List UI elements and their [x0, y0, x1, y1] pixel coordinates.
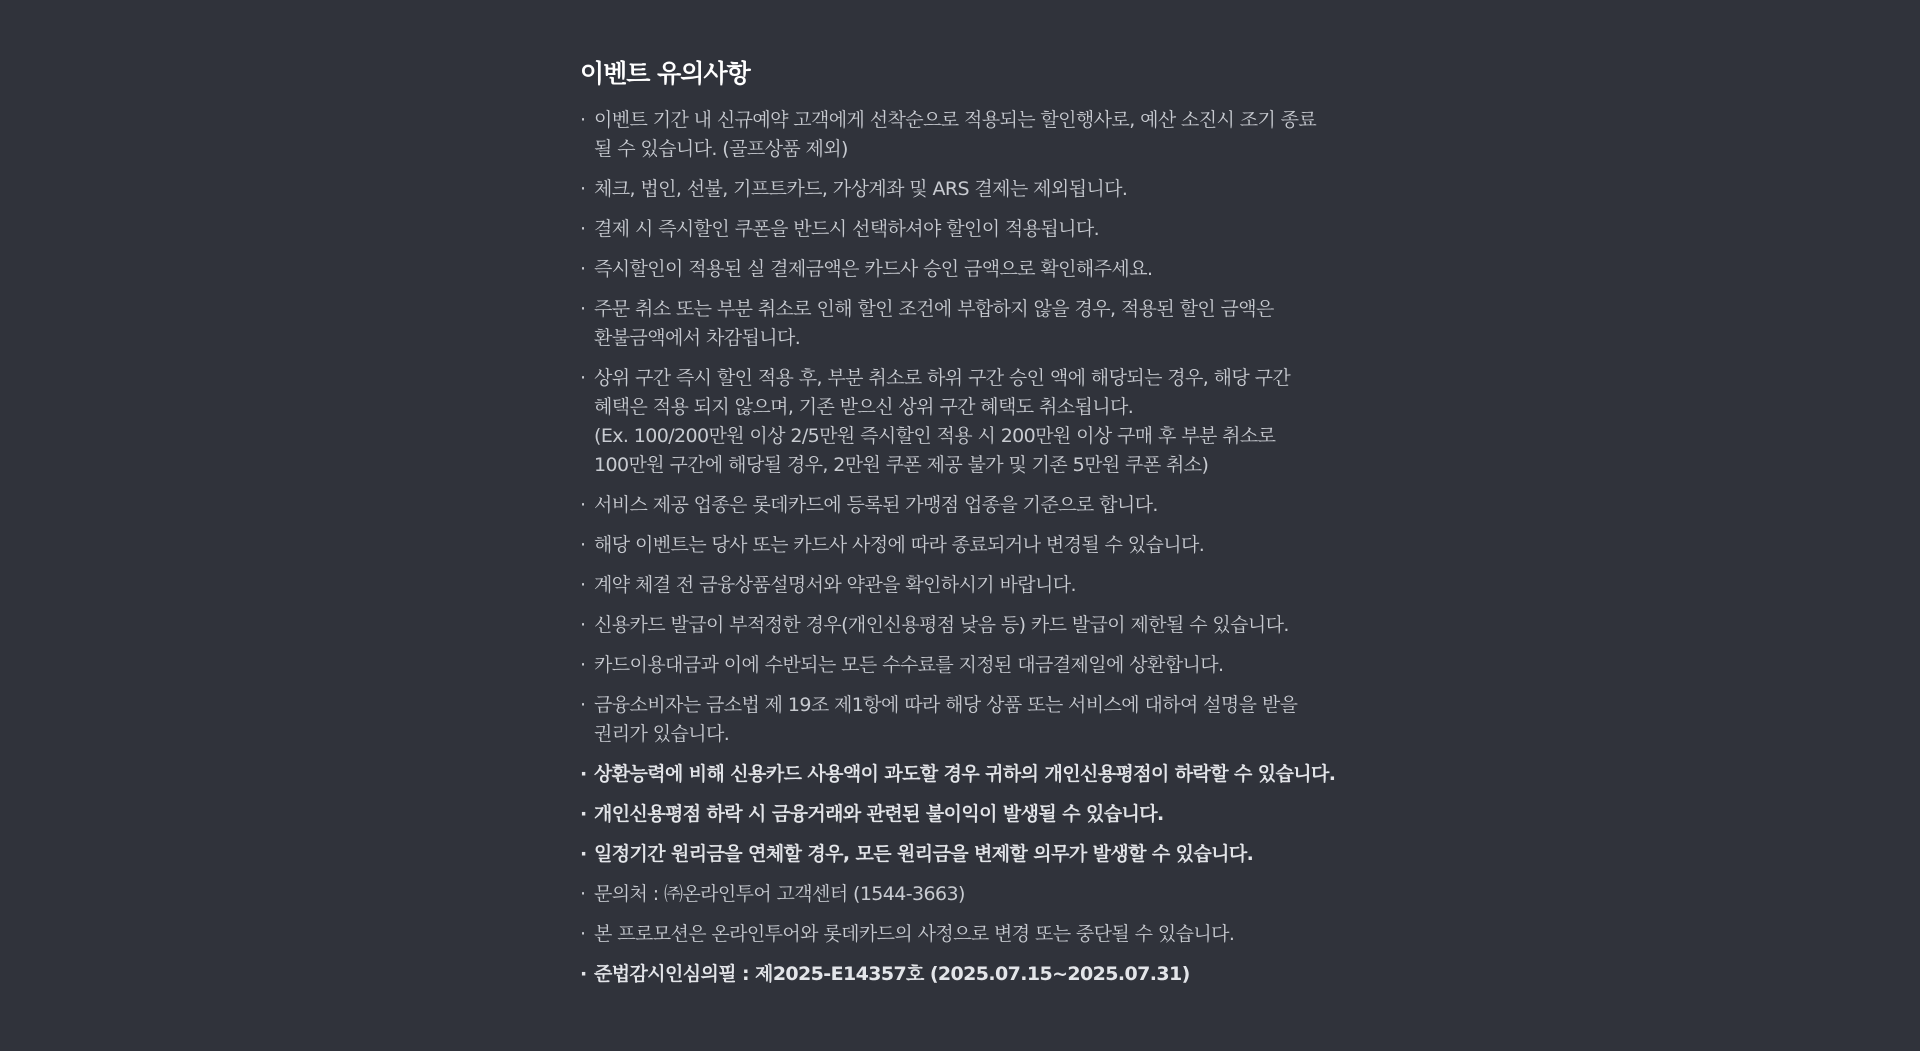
- notice-item-text-line: 카드이용대금과 이에 수반되는 모든 수수료를 지정된 대금결제일에 상환합니다.: [594, 654, 1224, 676]
- bullet-dot: ·: [580, 109, 586, 131]
- notice-item: [580, 611, 1340, 640]
- event-notice-section: [580, 56, 1340, 1000]
- notice-item: [580, 175, 1340, 204]
- notice-item: [580, 215, 1340, 244]
- notice-item-text-line: 본 프로모션은 온라인투어와 롯데카드의 사정으로 변경 또는 중단될 수 있습니다.: [594, 923, 1235, 945]
- notice-item-text-line: 서비스 제공 업종은 롯데카드에 등록된 가맹점 업종을 기준으로 합니다.: [594, 494, 1158, 516]
- bullet-dot: ·: [580, 614, 586, 636]
- notice-item: [580, 651, 1340, 680]
- notice-item: [580, 491, 1340, 520]
- notice-item: [580, 364, 1340, 480]
- notice-item-text-line: 즉시할인이 적용된 실 결제금액은 카드사 승인 금액으로 확인해주세요.: [594, 258, 1153, 280]
- notice-item: [580, 840, 1340, 869]
- notice-item-text-line: 개인신용평점 하락 시 금융거래와 관련된 불이익이 발생될 수 있습니다.: [594, 803, 1164, 825]
- bullet-dot: ·: [580, 178, 586, 200]
- notice-list: [580, 106, 1340, 989]
- bullet-dot: ·: [580, 534, 586, 556]
- notice-item: [580, 295, 1340, 353]
- bullet-dot: ·: [580, 763, 587, 785]
- notice-item-text-line: 혜택은 적용 되지 않으며, 기존 받으신 상위 구간 혜택도 취소됩니다.: [594, 396, 1134, 418]
- notice-item: [580, 960, 1340, 989]
- notice-item: [580, 880, 1340, 909]
- notice-item-text-line: 권리가 있습니다.: [594, 723, 730, 745]
- notice-item-text-line: 이벤트 기간 내 신규예약 고객에게 선착순으로 적용되는 할인행사로, 예산 소진시 조기 종료: [594, 109, 1317, 131]
- bullet-dot: ·: [580, 258, 586, 280]
- notice-item-text-line: 계약 체결 전 금융상품설명서와 약관을 확인하시기 바랍니다.: [594, 574, 1076, 596]
- notice-item-text-line: 금융소비자는 금소법 제 19조 제1항에 따라 해당 상품 또는 서비스에 대하여 설명을 받을: [594, 694, 1298, 716]
- notice-item: [580, 571, 1340, 600]
- bullet-dot: ·: [580, 923, 586, 945]
- notice-item: [580, 760, 1340, 789]
- notice-item-text-line: 신용카드 발급이 부적정한 경우(개인신용평점 낮음 등) 카드 발급이 제한될 수 있습니다.: [594, 614, 1289, 636]
- notice-item-text-line: 될 수 있습니다. (골프상품 제외): [594, 138, 848, 160]
- bullet-dot: ·: [580, 494, 586, 516]
- bullet-dot: ·: [580, 298, 586, 320]
- notice-item-text-line: (Ex. 100/200만원 이상 2/5만원 즉시할인 적용 시 200만원 이상 구매 후 부분 취소로: [594, 425, 1276, 447]
- bullet-dot: ·: [580, 574, 586, 596]
- bullet-dot: ·: [580, 367, 586, 389]
- notice-item-text-line: 문의처 : ㈜온라인투어 고객센터 (1544-3663): [594, 883, 965, 905]
- bullet-dot: ·: [580, 803, 587, 825]
- bullet-dot: ·: [580, 218, 586, 240]
- notice-item-text-line: 체크, 법인, 선불, 기프트카드, 가상계좌 및 ARS 결제는 제외됩니다.: [594, 178, 1128, 200]
- notice-item-text-line: 결제 시 즉시할인 쿠폰을 반드시 선택하셔야 할인이 적용됩니다.: [594, 218, 1100, 240]
- bullet-dot: ·: [580, 843, 587, 865]
- notice-item: [580, 920, 1340, 949]
- bullet-dot: ·: [580, 963, 587, 985]
- notice-item-text-line: 상위 구간 즉시 할인 적용 후, 부분 취소로 하위 구간 승인 액에 해당되는 경우, 해당 구간: [594, 367, 1291, 389]
- notice-item-text-line: 일정기간 원리금을 연체할 경우, 모든 원리금을 변제할 의무가 발생할 수 있습니다.: [594, 843, 1254, 865]
- notice-item: [580, 800, 1340, 829]
- notice-item-text-line: 환불금액에서 차감됩니다.: [594, 327, 801, 349]
- notice-item-text-line: 주문 취소 또는 부분 취소로 인해 할인 조건에 부합하지 않을 경우, 적용된 할인 금액은: [594, 298, 1274, 320]
- event-notice-title: 이벤트 유의사항: [580, 59, 750, 88]
- notice-item-text-line: 100만원 구간에 해당될 경우, 2만원 쿠폰 제공 불가 및 기존 5만원 쿠폰 취소): [594, 454, 1209, 476]
- notice-item: [580, 531, 1340, 560]
- notice-item: [580, 255, 1340, 284]
- notice-item-text-line: 상환능력에 비해 신용카드 사용액이 과도할 경우 귀하의 개인신용평점이 하락할 수 있습니다.: [594, 763, 1336, 785]
- bullet-dot: ·: [580, 654, 586, 676]
- notice-item: [580, 691, 1340, 749]
- notice-item-text-line: 준법감시인심의필 : 제2025-E14357호 (2025.07.15~2025.07.31): [594, 963, 1190, 985]
- bullet-dot: ·: [580, 883, 586, 905]
- bullet-dot: ·: [580, 694, 586, 716]
- notice-item: [580, 106, 1340, 164]
- notice-item-text-line: 해당 이벤트는 당사 또는 카드사 사정에 따라 종료되거나 변경될 수 있습니다.: [594, 534, 1205, 556]
